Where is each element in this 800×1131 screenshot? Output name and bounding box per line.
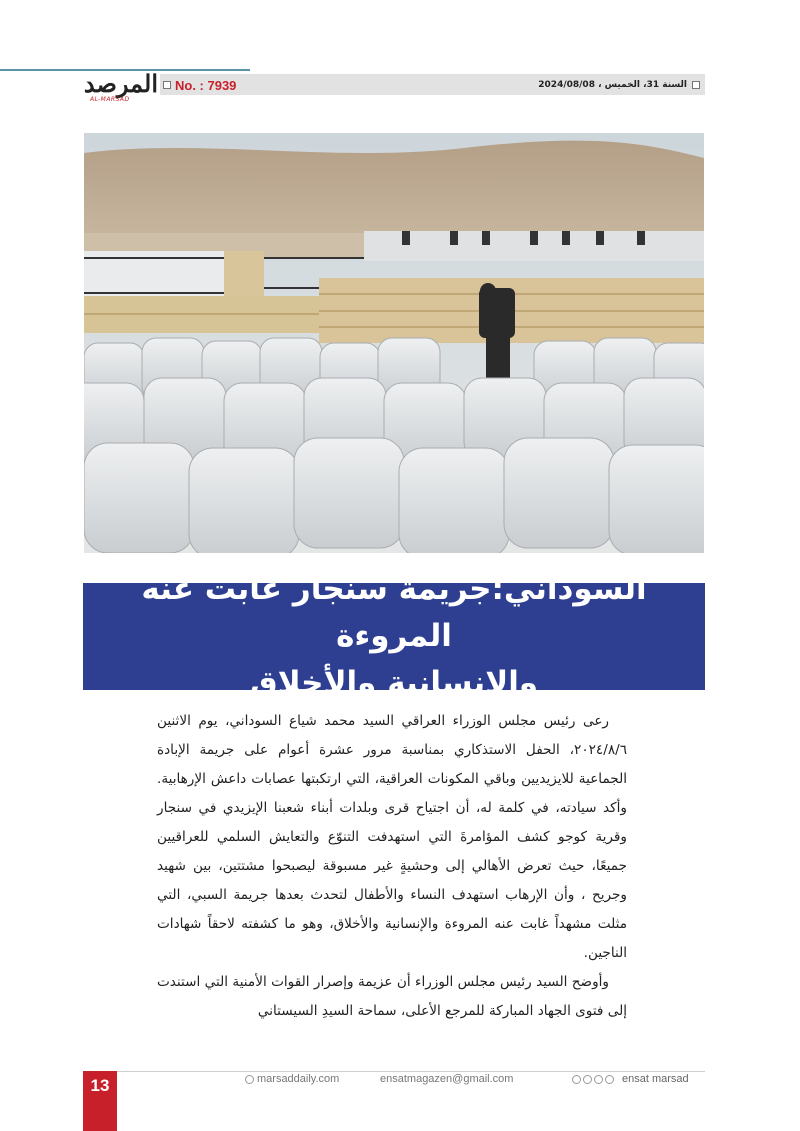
article-photo <box>84 133 704 553</box>
footer-website-text: marsaddaily.com <box>257 1073 340 1085</box>
footer-social-name: ensat marsad <box>622 1073 689 1085</box>
article-body <box>157 707 627 1026</box>
instagram-icon[interactable] <box>594 1075 603 1084</box>
youtube-icon[interactable] <box>605 1075 614 1084</box>
footer-website[interactable] <box>245 1073 339 1085</box>
article-title-line2: والإنسانية والأخلاق <box>249 665 539 701</box>
article-title-line1: السوداني:جريمة سنجار غابت عنه المروءة <box>141 571 647 654</box>
article-title-box <box>83 571 705 701</box>
dateline-text: السنة 31، الخميس ، 2024/08/08 <box>538 80 687 90</box>
article-paragraph: رعى رئيس مجلس الوزراء العراقي السيد محمد شياع السوداني، يوم الاثنين ٢٠٢٤/٨/٦، الحفل الاستذكاري بمناسبة مرور عشرة أعوام على جريمة الإبادة الجماعية للايزيديين وباقي المكونات العراقية، التي ارتكبتها عصابات داعش الإرهابية. وأكد سيادته، في كلمة له، أن اجتياح قرى وبلدات أبناء شعبنا الإيزيدي في سنجار وقرية كوجو كشف المؤامرةَ التي استهدفت التنوّع والتعايش السلمي للعراقيين جميعًا، حيث تعرض الأهالي إلى وحشيةٍ غير مسبوقة ليصبحوا مشتتين، بين شهيد وجريح ، وأن الإرهاب استهدف النساء والأطفال لتحدث بعدها جريمة السبي، التي مثلت مشهداً غابت عنه المروءة والإنسانية والأخلاق، وهو ما كشفته لاحقاً شهادات الناجين. <box>157 713 627 961</box>
article-paragraph: وأوضح السيد رئيس مجلس الوزراء أن عزيمة وإصرار القوات الأمنية التي استندت إلى فتوى الجهاد المباركة للمرجع الأعلى، سماحة السيدِ السيستاني <box>157 974 627 1019</box>
logo-subtitle: AL-MARSAD <box>90 96 130 103</box>
footer-email[interactable]: ensatmagazen@gmail.com <box>380 1073 514 1085</box>
page-number: 13 <box>83 1071 117 1131</box>
issue-number <box>163 76 236 94</box>
square-bullet-icon <box>692 81 700 89</box>
facebook-icon[interactable] <box>572 1075 581 1084</box>
logo-wordmark: المرصد <box>83 69 158 98</box>
article-title <box>94 566 694 707</box>
cemetery-photo-icon <box>84 133 704 553</box>
footer-social-icons <box>572 1073 614 1086</box>
globe-icon <box>245 1075 254 1084</box>
twitter-icon[interactable] <box>583 1075 592 1084</box>
dateline <box>538 76 700 94</box>
masthead-logo <box>84 70 162 104</box>
footer-rule <box>117 1071 705 1072</box>
square-bullet-icon <box>163 81 171 89</box>
issue-number-text: No. : 7939 <box>175 77 237 93</box>
